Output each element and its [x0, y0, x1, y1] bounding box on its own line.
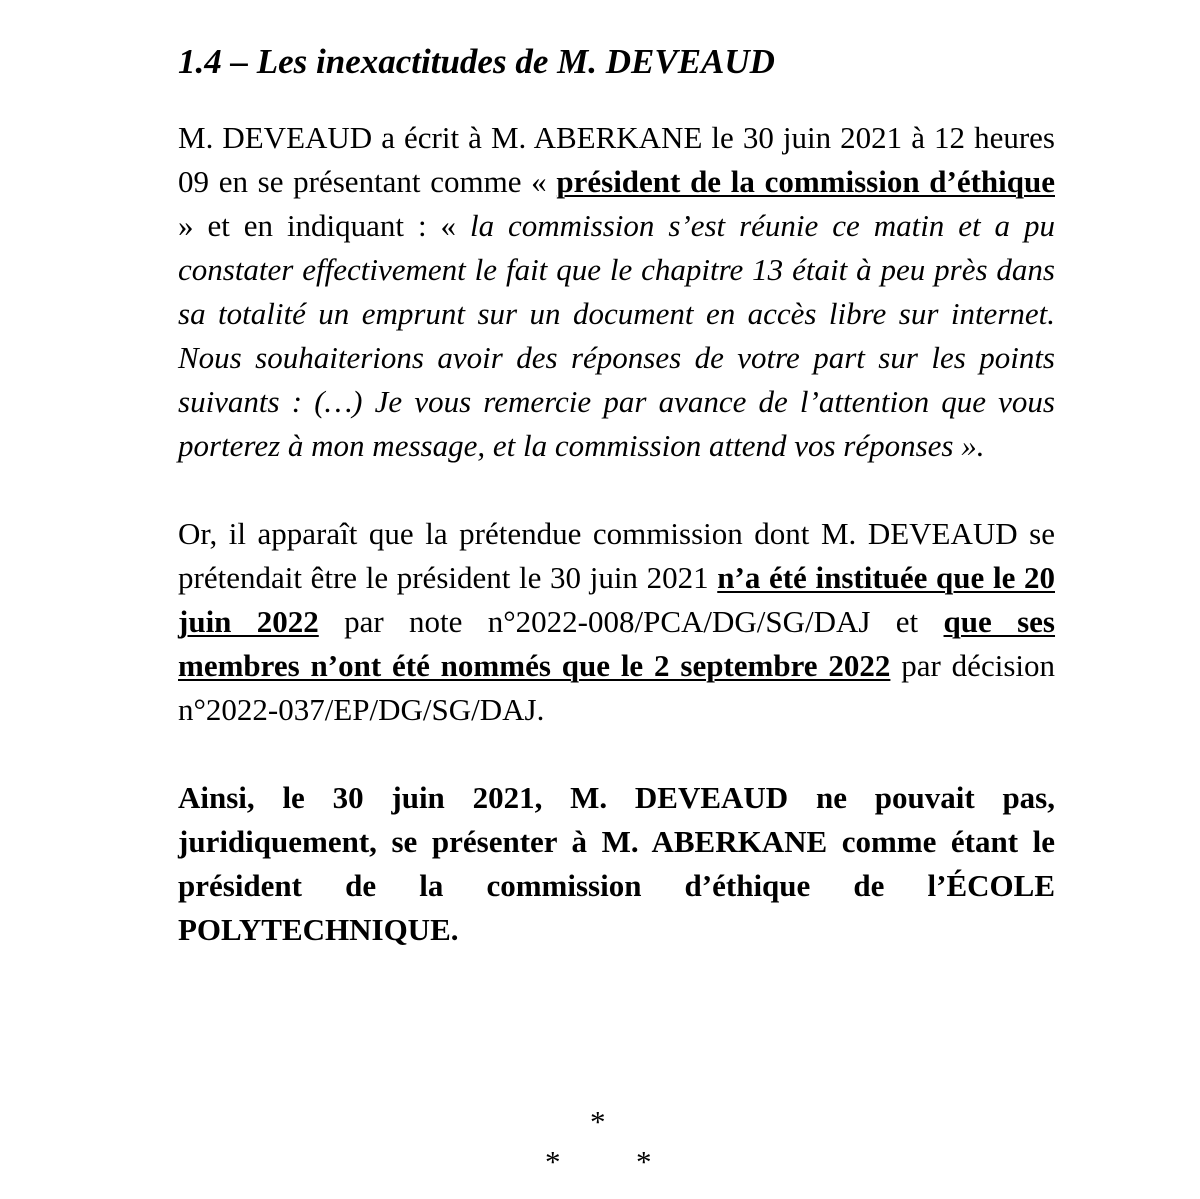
section-heading: 1.4 – Les inexactitudes de M. DEVEAUD — [178, 42, 775, 81]
paragraph-conclusion: Ainsi, le 30 juin 2021, M. DEVEAUD ne pouvait pas, juridiquement, se présenter à M. ABERKANE comme étant le président de la commission d’éthique de l’ÉCOLE POLYTECHNIQUE. — [178, 780, 1055, 947]
paragraph2-emphasis-nomination-date: que ses membres n’ont été nommés que le 2 septembre 2022 — [178, 604, 1056, 683]
document-page — [178, 40, 1055, 996]
paragraph2-text-part1: Or, il apparaît que la prétendue commission dont M. DEVEAUD se prétendait être le président le 30 juin 2021 — [178, 516, 1055, 595]
paragraph2-emphasis-institution-date: n’a été instituée que le 20 juin 2022 — [178, 560, 1055, 639]
paragraph2-text-part2: par note n°2022-008/PCA/DG/SG/DAJ et — [318, 604, 944, 639]
separator-star-bottom-right: * — [636, 1144, 652, 1179]
paragraph-email-quote — [178, 116, 1055, 468]
paragraph-commission-dates — [178, 512, 1055, 732]
separator-star-top: * — [590, 1104, 606, 1139]
paragraph1-emphasis-title: président de la commission d’éthique — [556, 164, 1055, 199]
paragraph1-quotation: la commission s’est réunie ce matin et a pu constater effectivement le fait que le chapitre 13 était à peu près dans sa totalité un emprunt sur un document en accès libre sur internet. Nous souhaiterions avoir des réponses de votre part sur les points suivants : (…) Je vous remercie par avance de l’attention que vous porterez à mon message, et la commission attend vos réponses ». — [178, 208, 1055, 463]
separator-star-bottom-left: * — [545, 1144, 561, 1179]
paragraph1-text-part2: » et en indiquant : « — [178, 208, 470, 243]
paragraph2-text-part3: par décision n°2022-037/EP/DG/SG/DAJ. — [178, 648, 1055, 727]
paragraph1-text-part1: M. DEVEAUD a écrit à M. ABERKANE le 30 juin 2021 à 12 heures 09 en se présentant comme « — [178, 120, 1055, 199]
